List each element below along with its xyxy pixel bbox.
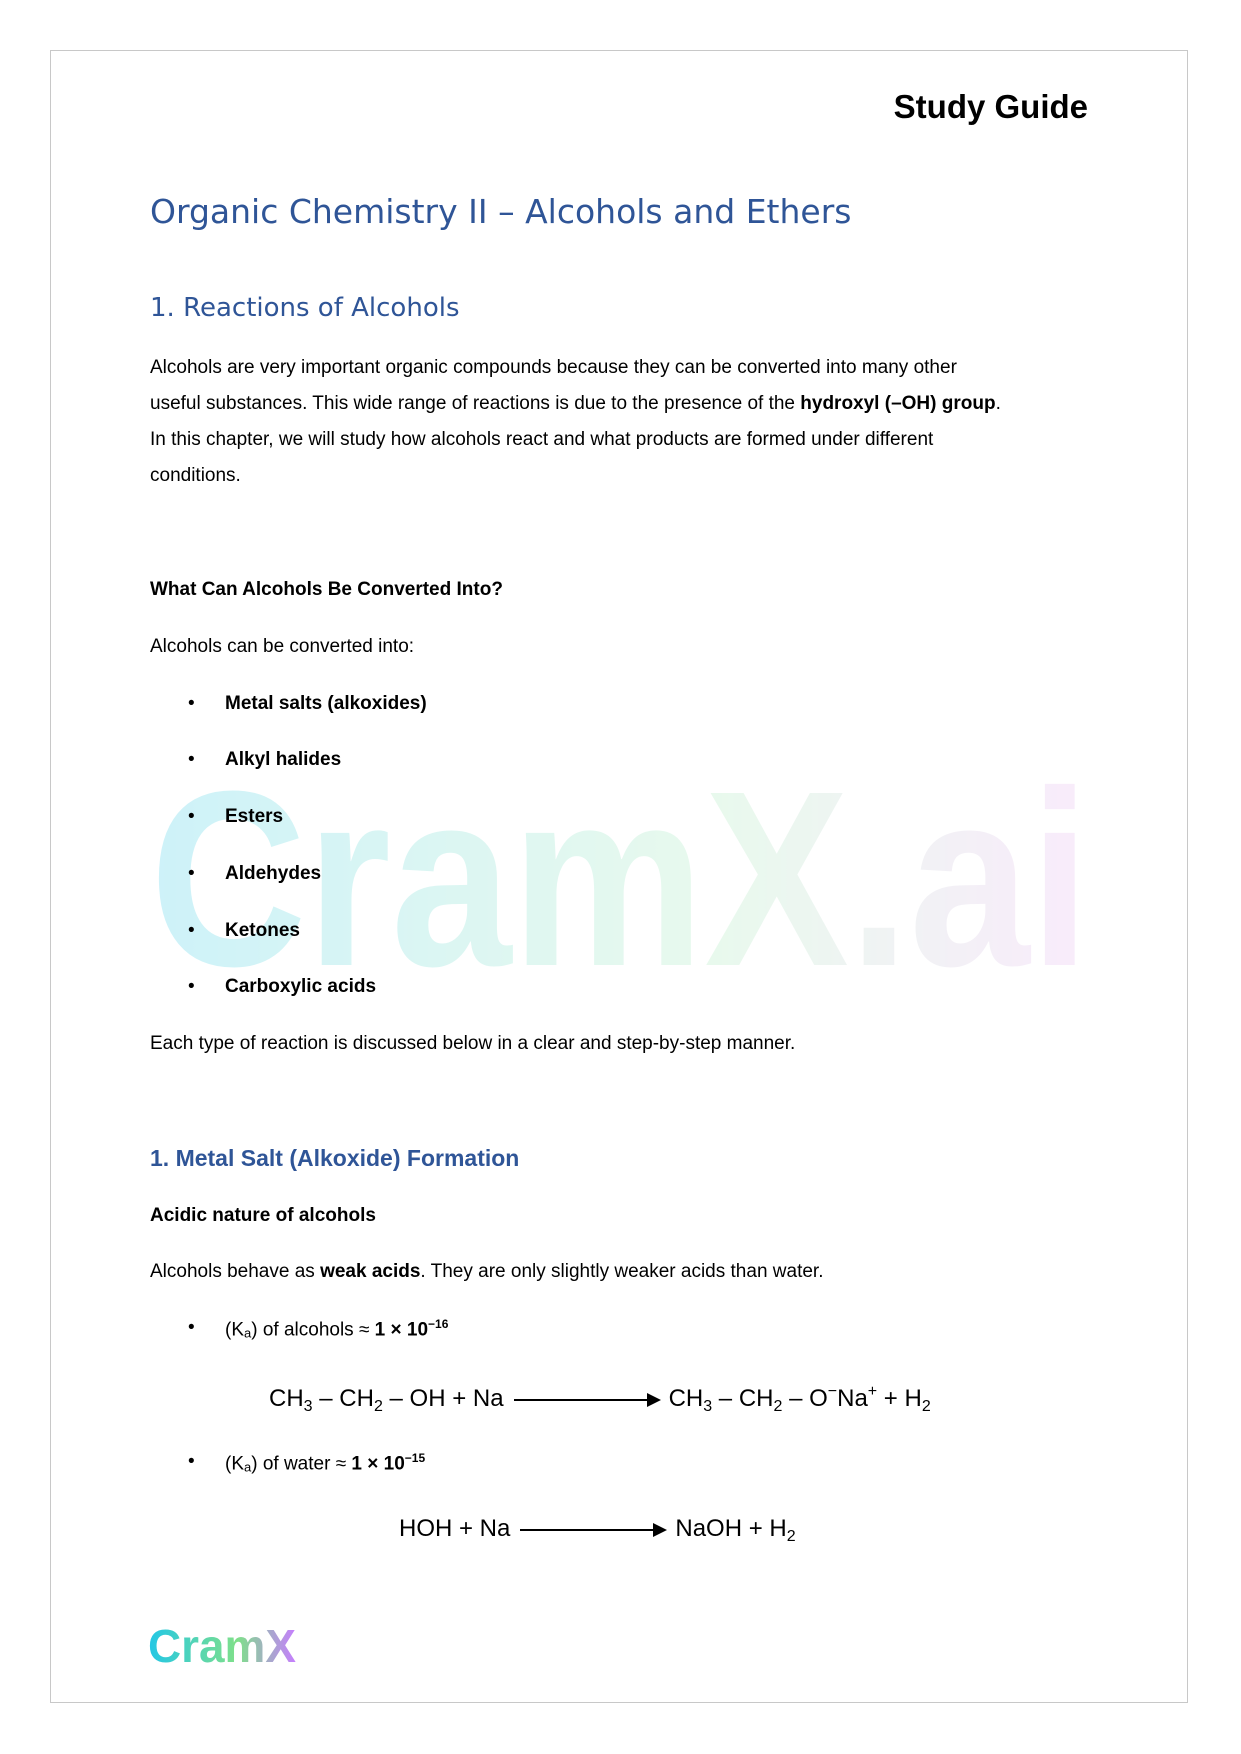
list-item: Aldehydes <box>225 863 322 884</box>
equation-alcohol-sodium: $CH_3 - CH_2$ – OH + Na $CH_3 - CH_2 - O^-Na^+ + H_2$ <box>269 1383 931 1415</box>
list-item: Carboxylic acids <box>225 976 377 997</box>
cramx-logo <box>148 1618 300 1672</box>
paragraph: Alcohols behave as weak acids. They are only slightly weaker acids than water. <box>150 1261 824 1282</box>
section-heading: 1. Metal Salt (Alkoxide) Formation <box>150 1145 520 1171</box>
subheading: Acidic nature of alcohols <box>150 1205 376 1226</box>
paragraph-line: conditions. <box>150 465 241 486</box>
reaction-arrow-icon <box>520 1529 665 1531</box>
list-item: Esters <box>225 806 284 827</box>
subheading: What Can Alcohols Be Converted Into? <box>150 579 503 600</box>
ka-alcohol: $(K_a)$ of alcohols ≈ $1 \times 10^{-16}$ <box>225 1317 449 1341</box>
intro-text: Alcohols can be converted into: <box>150 636 415 657</box>
paragraph-line: Alcohols are very important organic compounds because they can be converted into many other <box>150 357 957 378</box>
study-guide-label: Study Guide <box>893 88 1088 125</box>
page-title: Organic Chemistry II – Alcohols and Ethers <box>150 192 852 231</box>
list-item: Alkyl halides <box>225 749 342 770</box>
svg-text:CramX: CramX <box>148 1620 297 1672</box>
reaction-arrow-icon <box>514 1399 659 1401</box>
ka-water: $(K_a)$ of water ≈ $1 \times 10^{-15}$ <box>225 1451 426 1475</box>
equation-water-sodium: HOH + Na NaOH + $H_2$ <box>399 1515 796 1545</box>
svg-text:CramX.ai: CramX.ai <box>150 755 1090 1005</box>
section-heading: 1. Reactions of Alcohols <box>150 293 460 323</box>
paragraph-line: useful substances. This wide range of reactions is due to the presence of the hydroxyl (–OH) group. <box>150 393 1001 414</box>
paragraph-line: In this chapter, we will study how alcohols react and what products are formed under different <box>150 429 934 450</box>
list-item: Ketones <box>225 920 300 941</box>
list-item: Metal salts (alkoxides) <box>225 693 427 714</box>
closing-text: Each type of reaction is discussed below in a clear and step-by-step manner. <box>150 1033 796 1054</box>
